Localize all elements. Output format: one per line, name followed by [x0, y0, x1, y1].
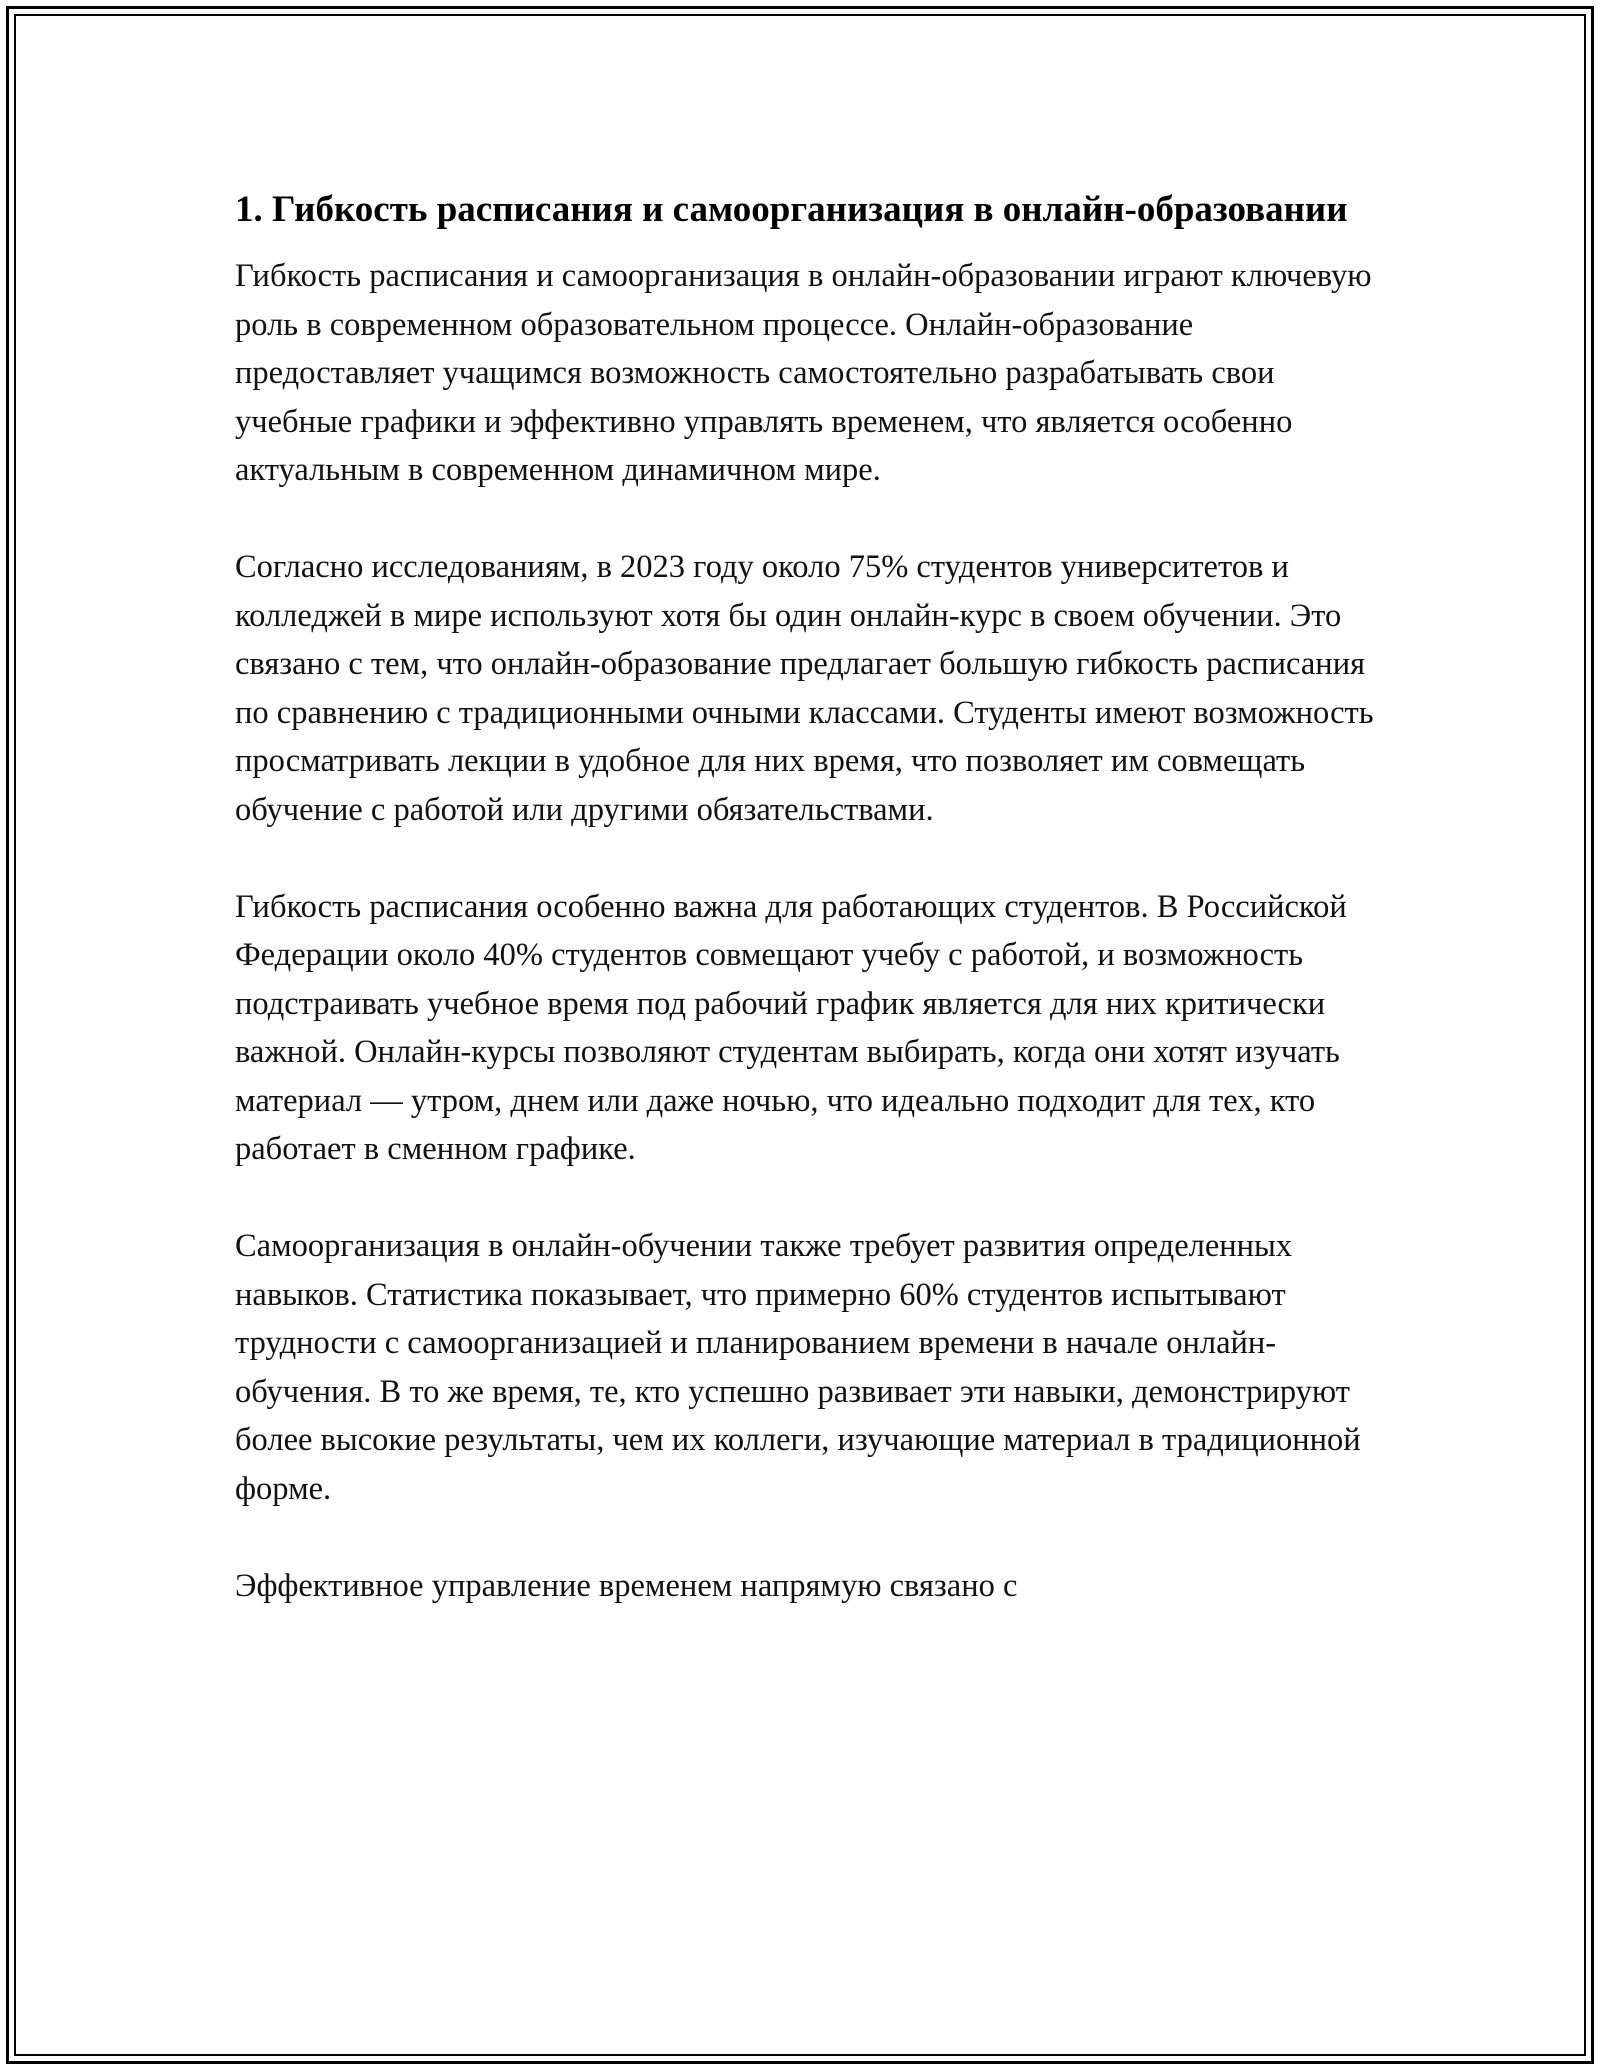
paragraph-1: Гибкость расписания и самоорганизация в онлайн-образовании играют ключевую роль в современном образовательном процессе. Онлайн-образование предоставляет учащимся возможность самостоятельно разрабатывать свои учебные графики и эффективно управлять временем, что является особенно актуальным в современном динамичном мире.	[235, 258, 1372, 488]
section-heading: 1. Гибкость расписания и самоорганизация в онлайн-образовании	[235, 189, 1348, 230]
document-body	[235, 182, 1375, 1610]
paragraph-3: Гибкость расписания особенно важна для работающих студентов. В Российской Федерации около 40% студентов совмещают учебу с работой, и возможность подстраивать учебное время под рабочий график является для них критически важной. Онлайн-курсы позволяют студентам выбирать, когда они хотят изучать материал — утром, днем или даже ночью, что идеально подходит для тех, кто работает в сменном графике.	[235, 888, 1347, 1167]
paragraph-2: Согласно исследованиям, в 2023 году около 75% студентов университетов и колледжей в мире используют хотя бы один онлайн-курс в своем обучении. Это связано с тем, что онлайн-образование предлагает большую гибкость расписания по сравнению с традиционными очными классами. Студенты имеют возможность просматривать лекции в удобное для них время, что позволяет им совмещать обучение с работой или другими обязательствами.	[235, 549, 1374, 828]
paragraph-4: Самоорганизация в онлайн-обучении также требует развития определенных навыков. Статистика показывает, что примерно 60% студентов испытывают трудности с самоорганизацией и планированием времени в начале онлайн-обучения. В то же время, те, кто успешно развивает эти навыки, демонстрируют более высокие результаты, чем их коллеги, изучающие материал в традиционной форме.	[235, 1228, 1361, 1507]
paragraph-5: Эффективное управление временем напрямую связано с	[235, 1567, 1018, 1604]
